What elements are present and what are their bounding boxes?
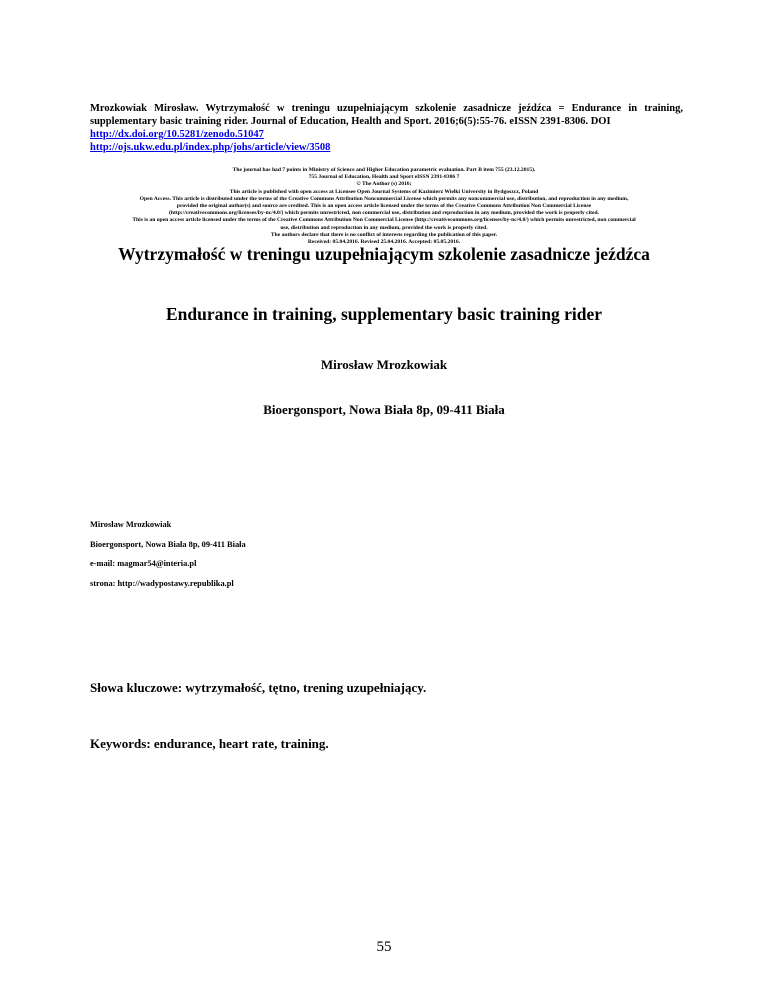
paper-subtitle: Endurance in training, supplementary basic training rider [165,304,603,324]
notice-line: Received: 05.04.2016. Revised 25.04.2016. Accepted: 05.05.2016. [307,239,461,246]
notice-line: use, distribution and reproduction in any medium, provided the work is properly cited. [280,224,488,231]
contact-name: Mirosław Mrozkowiak [90,520,172,529]
notice-line: © The Author (s) 2016; [356,181,412,188]
citation-text: Mrozkowiak Mirosław. Wytrzymałość w treningu uzupełniającym szkolenie zasadnicze jeźdźca = Endurance in training, supplementary basic training rider. Journal of Education, Health and Sport. 2016;6(5):55-76. eISSN 2391-8306. DOI [90,103,683,127]
contact-block [90,520,650,598]
notice-line: The journal has had 7 points in Ministry of Science and Higher Education parametric evaluation. Part B item 755 (23.12.2015). [232,167,536,173]
author-name: Mirosław Mrozkowiak [320,357,448,372]
doi-link[interactable]: http://dx.doi.org/10.5281/zenodo.51047 [90,129,264,140]
citation-block [90,102,683,154]
notice-line: 755 Journal of Education, Health and Sport eISSN 2391-8306 7 [308,174,460,181]
page-number: 55 [376,939,392,955]
notice-line: (http://creativecommons.org/licenses/by-nc/4.0/) which permits unrestricted, non commercial use, distribution and reproduction in any medium, provided the work is properly cited. [169,210,599,217]
contact-email: e-mail: magmar54@interia.pl [90,559,197,568]
notice-line: This article is published with open access at Licensee Open Journal Systems of Kazimierz Wielki University in Bydgoszcz, Poland [229,188,539,195]
contact-website: strona: http://wadypostawy.republika.pl [90,578,234,588]
notice-line: The authors declare that there is no conflict of interests regarding the publication of this paper. [270,231,498,238]
keywords-english: Keywords: endurance, heart rate, training. [90,736,329,751]
keywords-polish: Słowa kluczowe: wytrzymałość, tętno, trening uzupełniający. [90,680,427,695]
license-notice [60,167,708,246]
paper-title: Wytrzymałość w treningu uzupełniającym szkolenie zasadnicze jeźdźca [118,244,650,264]
notice-line: provided the original author(s) and source are credited. This is an open access article licensed under the terms of the Creative Commons Attribution Non Commercial License [176,203,592,210]
notice-line: This is an open access article licensed under the terms of the Creative Commons Attribution Non Commercial License (http://creativecommons.org/licenses/by-nc/4.0/) which permits unrestricted, non commercial [132,217,636,224]
notice-line: Open Access. This article is distributed under the terms of the Creative Commons Attribution Noncommercial License which permits any noncommercial use, distribution, and reproduction in any medium, [139,195,629,202]
contact-address: Bioergonsport, Nowa Biała 8p, 09-411 Biała [90,539,246,549]
article-link[interactable]: http://ojs.ukw.edu.pl/index.php/johs/article/view/3508 [90,142,331,153]
author-affiliation: Bioergonsport, Nowa Biała 8p, 09-411 Biała [263,402,505,417]
